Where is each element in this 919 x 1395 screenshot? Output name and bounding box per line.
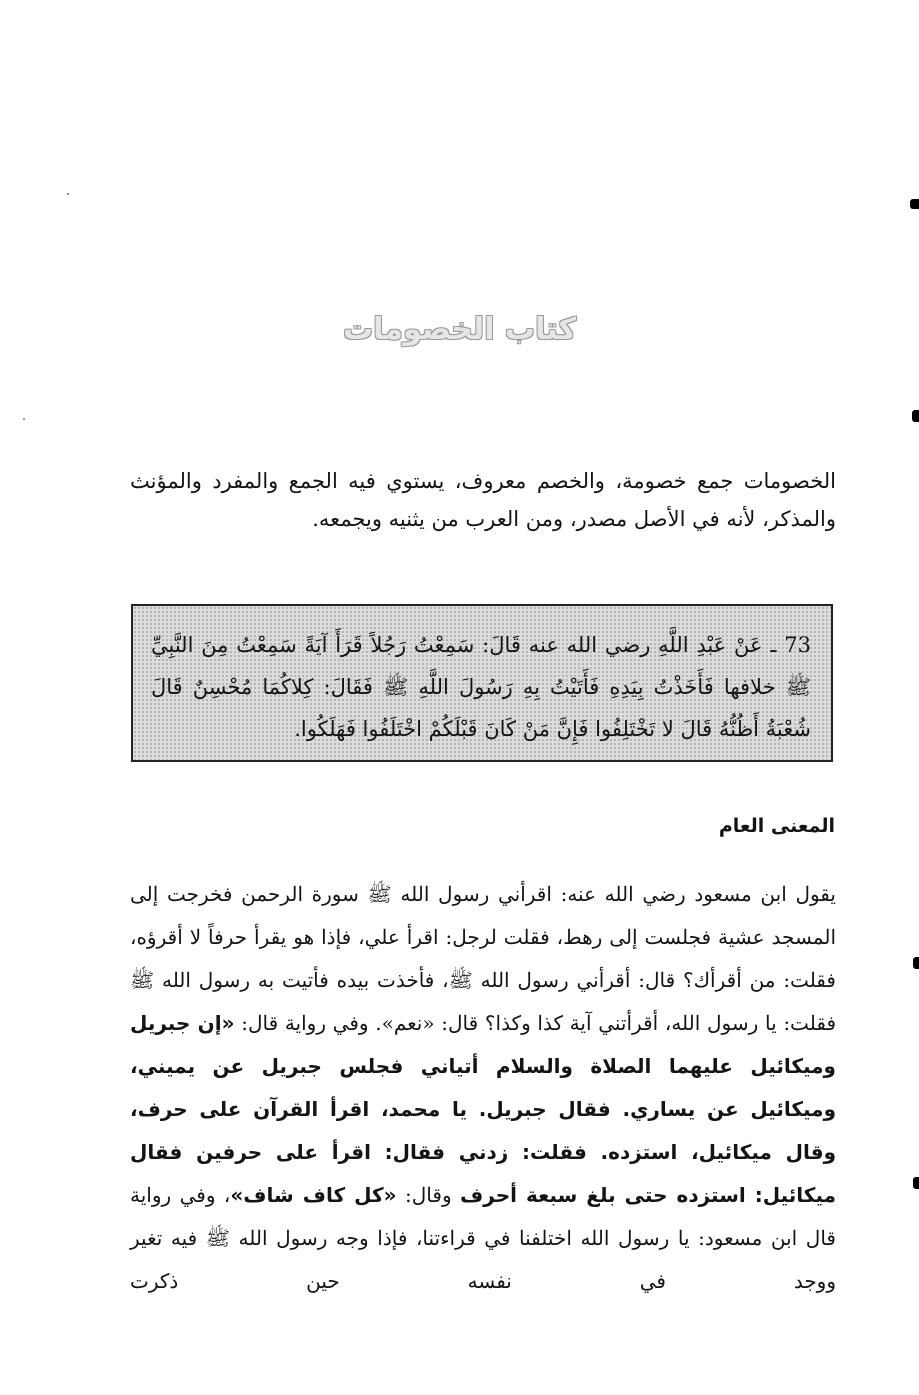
body-bold-run: «كل كاف شاف» (230, 1183, 397, 1207)
scan-speck (67, 193, 69, 195)
body-text-run: وقال: (396, 1183, 461, 1207)
body-text-run: يقول ابن مسعود رضي الله عنه: اقرأني رسول الله ﷺ سورة الرحمن فخرجت إلى المسجد عشية فجلست إلى رهط، فقلت لرجل: اقرأ علي، فإذا هو يقرأ حرفاً لا أقرؤه، فقلت: من أقرأك؟ قال: أقرأني رسول الله ﷺ، فأخذت بيده فأتيت به رسول الله ﷺ فقلت: يا رسول الله، أقرأتني آية كذا وكذا؟ قال: «نعم». وفي رواية قال: (130, 882, 836, 1035)
body-text-run: ، وفي رواية قال ابن مسعود: يا رسول الله اختلفنا في قراءتنا، فإذا وجه رسول الله ﷺ فيه تغير ووجد في نفسه حين ذكرت (130, 1183, 836, 1293)
section-heading: المعنى العام (718, 815, 835, 837)
scan-edge-mark (910, 199, 919, 209)
scan-edge-mark (913, 1177, 919, 1189)
hadith-text: 73 ـ عَنْ عَبْدِ اللَّهِ رضي الله عنه قَالَ: سَمِعْتُ رَجُلاً قَرَأَ آيَةً سَمِعْتُ مِنَ النَّبِيِّ ﷺ خلافها فَأَخَذْتُ بِيَدِهِ فَأَتَيْتُ بِهِ رَسُولَ اللَّهِ ﷺ فَقَالَ: كِلاكُمَا مُحْسِنٌ قَالَ شُعْبَةُ أَظُنُّهُ قَالَ لا تَخْتَلِفُوا فَإِنَّ مَنْ كَانَ قَبْلَكُمْ اخْتَلَفُوا فَهَلَكُوا. (151, 633, 811, 741)
intro-paragraph: الخصومات جمع خصومة، والخصم معروف، يستوي فيه الجمع والمفرد والمؤنث والمذكر، لأنه في الأصل مصدر، ومن العرب من يثنيه ويجمعه. (130, 469, 836, 531)
scan-edge-mark (912, 410, 919, 422)
scan-speck (23, 418, 25, 420)
body-paragraph (130, 873, 836, 1303)
body-bold-run: «إن جبريل وميكائيل عليهما الصلاة والسلام أتياني فجلس جبريل عن يميني، وميكائيل عن يساري. فقال جبريل. يا محمد، اقرأ القرآن على حرف، وقال ميكائيل، استزده. فقلت: زدني فقال: اقرأ على حرفين فقال ميكائيل: استزده حتى بلغ سبعة أحرف (130, 1011, 836, 1207)
scan-edge-mark (913, 957, 919, 969)
chapter-title: كتاب الخصومات (342, 312, 577, 347)
hadith-box (131, 604, 833, 762)
